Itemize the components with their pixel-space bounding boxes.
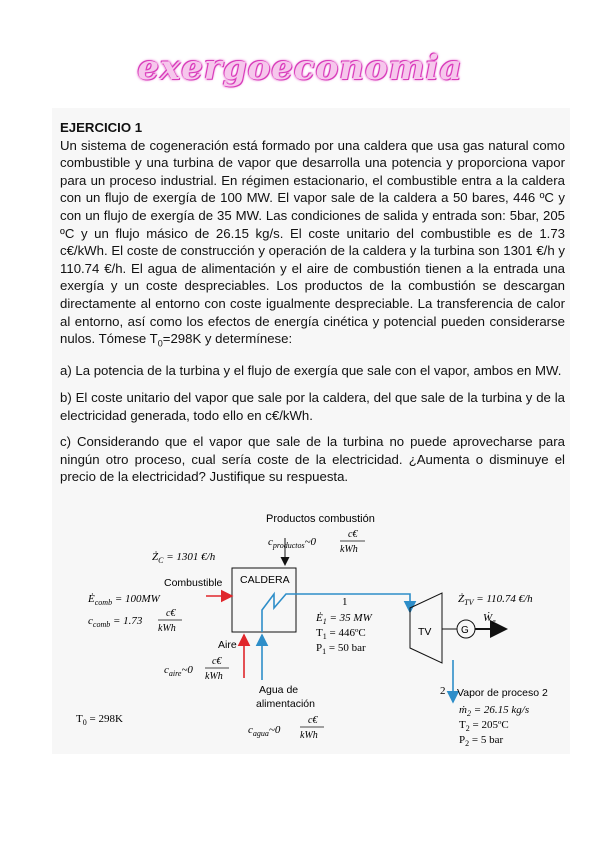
p1-label: $P_1 = 50$ bar bbox=[316, 642, 366, 656]
question-a: a) La potencia de la turbina y el flujo de exergía que sale con el vapor, ambos en MW. bbox=[60, 363, 562, 379]
c-aire-unit-den: kWh bbox=[205, 671, 223, 682]
question-c: c) Considerando que el vapor que sale de la turbina no puede aprovecharse para ningún otro proceso, cual sería coste de la electricidad. ¿Aumenta o disminuye el precio de la electricidad? Justifique su respuesta. bbox=[60, 434, 565, 485]
combustible-label: Combustible bbox=[164, 577, 223, 589]
aire-label: Aire bbox=[218, 639, 237, 651]
c-aire-unit-num: c€ bbox=[212, 656, 222, 667]
c-agua-label: $c_{agua}\sim 0$ bbox=[248, 724, 281, 738]
question-b: b) El coste unitario del vapor que sale por la caldera, del que sale de la turbina y de la electricidad generada, todo ello en c€/kWh. bbox=[60, 389, 565, 423]
agua-label-2: alimentación bbox=[256, 698, 315, 710]
agua-label-1: Agua de bbox=[259, 684, 299, 696]
p2-label: $P_2 = 5$ bar bbox=[459, 734, 504, 748]
c-productos-label: $c_{productos}\sim 0$ bbox=[268, 536, 317, 550]
ecomb-label: $Ė_{comb} = 100MW$ bbox=[88, 593, 160, 607]
caldera-label: CALDERA bbox=[240, 574, 290, 586]
t2-label: $T_2$ = 205ºC bbox=[459, 719, 509, 733]
vapor-label: Vapor de proceso 2 bbox=[457, 687, 548, 699]
c-productos-unit-den: kWh bbox=[340, 544, 358, 555]
cogeneration-diagram bbox=[60, 508, 565, 753]
ccomb-label: $c_{comb} = 1.73$ bbox=[88, 615, 143, 629]
exercise-statement: Un sistema de cogeneración está formado por una caldera que usa gas natural como combustible y una turbina de vapor que desarrolla una potencia y proporciona vapor para un proceso industrial. En régimen estacionario, el combustible entra a la caldera con un flujo de exergía de 100 MW. El vapor sale de la caldera a 50 bares, 446 ºC y con un flujo de exergía de 35 MW. Las condiciones de salida y entrada son: 5bar, 205 ºC y un flujo másico de 26.15 kg/s. El coste unitario del combustible es de 1.73 c€/kWh. El coste de construcción y operación de la caldera y la turbina son 1301 €/h y 110.74 €/h. El agua de alimentación y el aire de combustión tienen a la entrada una exergía y un coste despreciables. Los productos de la combustión se descargan directamente al entorno con coste igualmente despreciable. La transferencia de calor al entorno, así como los efectos de energía cinética y potencial pueden considerarse nulos. Tómese $T_0=298K$ y determínese: bbox=[60, 137, 565, 349]
c-productos-unit-num: c€ bbox=[348, 529, 358, 540]
logo bbox=[0, 48, 600, 88]
c-aire-label: $c_{aire}\sim 0$ bbox=[164, 664, 193, 678]
c-agua-unit-den: kWh bbox=[300, 730, 318, 741]
state1-number: 1 bbox=[342, 596, 348, 608]
logo-text: exergoeconomia bbox=[137, 48, 463, 88]
turbine-label: TV bbox=[418, 626, 432, 638]
e1-label: $Ė_1 = 35$ MW bbox=[316, 612, 372, 626]
m2-label: ṁ$_2$ = 26.15 kg/s bbox=[459, 704, 530, 718]
ztv-label: $Ż_{TV} = 110.74$ €/h bbox=[458, 593, 533, 607]
ccomb-unit-den: kWh bbox=[158, 623, 176, 634]
productos-label: Productos combustión bbox=[266, 513, 375, 525]
t0-label: $T_0 = 298K$ bbox=[76, 713, 123, 727]
exercise-title: EJERCICIO 1 bbox=[60, 120, 143, 135]
exercise-content bbox=[60, 119, 565, 486]
generator-label: G bbox=[461, 625, 469, 636]
zc-label: $Ż_C = 1301$ €/h bbox=[152, 551, 216, 565]
state2-number: 2 bbox=[440, 685, 446, 697]
c-agua-unit-num: c€ bbox=[308, 715, 318, 726]
ccomb-unit-num: c€ bbox=[166, 608, 176, 619]
t1-label: $T_1$ = 446ºC bbox=[316, 627, 366, 641]
we-label: Ẇ$_e$ bbox=[483, 612, 496, 626]
